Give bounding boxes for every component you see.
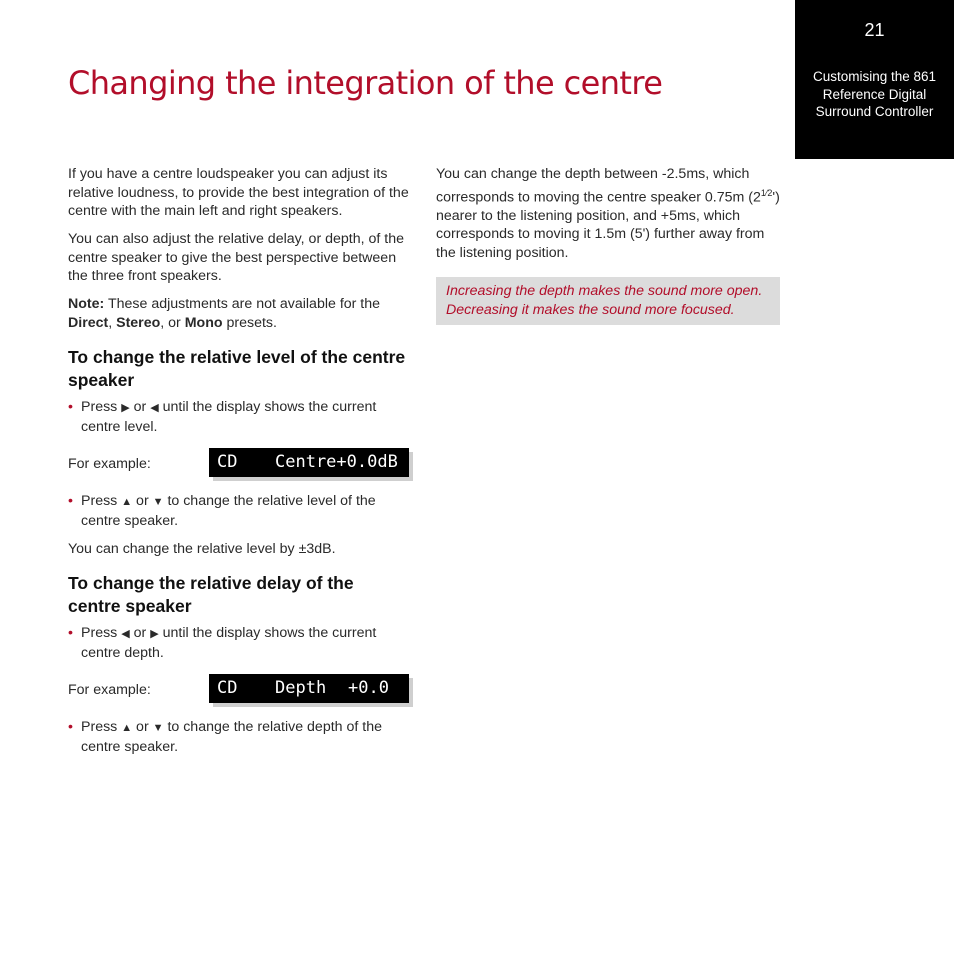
step-text: or: [129, 625, 151, 641]
left-arrow-icon: ◀: [121, 628, 130, 640]
intro-paragraph-2: You can also adjust the relative delay, or depth, of the centre speaker to give the best perspective between the three front speakers.: [68, 231, 404, 284]
section-title-line-1: Customising the 861: [812, 69, 937, 84]
down-arrow-icon: ▼: [152, 496, 164, 508]
lcd-value: Centre+0.0dB: [275, 452, 398, 472]
level-example: [68, 448, 410, 481]
lcd-source: CD: [217, 452, 238, 472]
lcd-source: CD: [217, 678, 238, 698]
bullet-dot: •: [68, 719, 73, 735]
section-title: [803, 68, 946, 121]
note-text: These adjustments are not available for the: [104, 296, 381, 312]
lcd-display: [209, 674, 409, 703]
example-label: For example:: [68, 456, 151, 472]
note-separator: , or: [160, 314, 185, 331]
step-text: Press: [81, 493, 122, 509]
section-title-line-3: Surround Controller: [815, 104, 934, 119]
step-text: until the display shows the current centre level.: [81, 399, 377, 435]
level-step-2: [68, 492, 410, 530]
step-text: or: [132, 719, 153, 735]
page-number: 21: [864, 20, 885, 40]
delay-example: [68, 674, 410, 707]
up-arrow-icon: ▲: [121, 496, 133, 508]
right-column: [436, 165, 780, 325]
level-step-1: [68, 398, 410, 436]
delay-step-2: [68, 718, 410, 756]
depth-text: You can change the depth between -2.5ms, which corresponds to moving the centre speaker 0.75m (2: [436, 166, 761, 206]
step-text: Press: [81, 399, 122, 415]
bullet-dot: •: [68, 399, 73, 415]
lcd-parameter: Depth: [275, 678, 327, 698]
preset-mono: Mono: [184, 314, 223, 331]
note-paragraph: [68, 295, 410, 332]
depth-note-box: Increasing the depth makes the sound more open. Decreasing it makes the sound more focused.: [436, 277, 780, 325]
step-text: or: [132, 493, 153, 509]
bullet-dot: •: [68, 625, 73, 641]
depth-range-paragraph: [436, 165, 780, 262]
depth-text-end: ') nearer to the listening position, and +5ms, which corresponds to moving it 1.5m (5') further away from the listening position.: [436, 189, 780, 261]
fraction-half: 1⁄2: [760, 187, 773, 198]
preset-direct: Direct: [68, 314, 109, 331]
step-text: until the display shows the current centre depth.: [81, 625, 377, 661]
example-label: For example:: [68, 682, 151, 698]
lcd-display: [209, 448, 409, 477]
level-heading: To change the relative level of the centre speaker: [68, 347, 406, 390]
bullet-dot: •: [68, 493, 73, 509]
delay-heading: To change the relative delay of the centre speaker: [68, 573, 354, 616]
level-range-text: You can change the relative level by ±3dB.: [68, 540, 336, 557]
intro-paragraph-1: If you have a centre loudspeaker you can adjust its relative loudness, to provide the best integration of the centre with the main left and right speakers.: [68, 166, 409, 219]
right-arrow-icon: ▶: [121, 402, 130, 414]
note-separator: ,: [108, 314, 117, 331]
left-column: [68, 165, 410, 766]
right-arrow-icon: ▶: [150, 628, 159, 640]
up-arrow-icon: ▲: [121, 722, 133, 734]
left-arrow-icon: ◀: [150, 402, 159, 414]
section-title-line-2: Reference Digital: [822, 86, 927, 102]
note-label: Note:: [68, 296, 105, 312]
step-text: Press: [81, 719, 122, 735]
step-text: to change the relative depth of the centre speaker.: [81, 719, 382, 755]
step-text: or: [129, 399, 151, 415]
step-text: Press: [81, 625, 122, 641]
down-arrow-icon: ▼: [152, 722, 164, 734]
page-title: Changing the integration of the centre: [68, 64, 663, 102]
delay-step-1: [68, 624, 410, 662]
note-text-end: presets.: [222, 314, 277, 331]
step-text: to change the relative level of the centre speaker.: [81, 493, 376, 529]
preset-stereo: Stereo: [116, 314, 161, 331]
lcd-value: +0.0: [348, 678, 389, 698]
page-corner-tab: [795, 0, 954, 159]
